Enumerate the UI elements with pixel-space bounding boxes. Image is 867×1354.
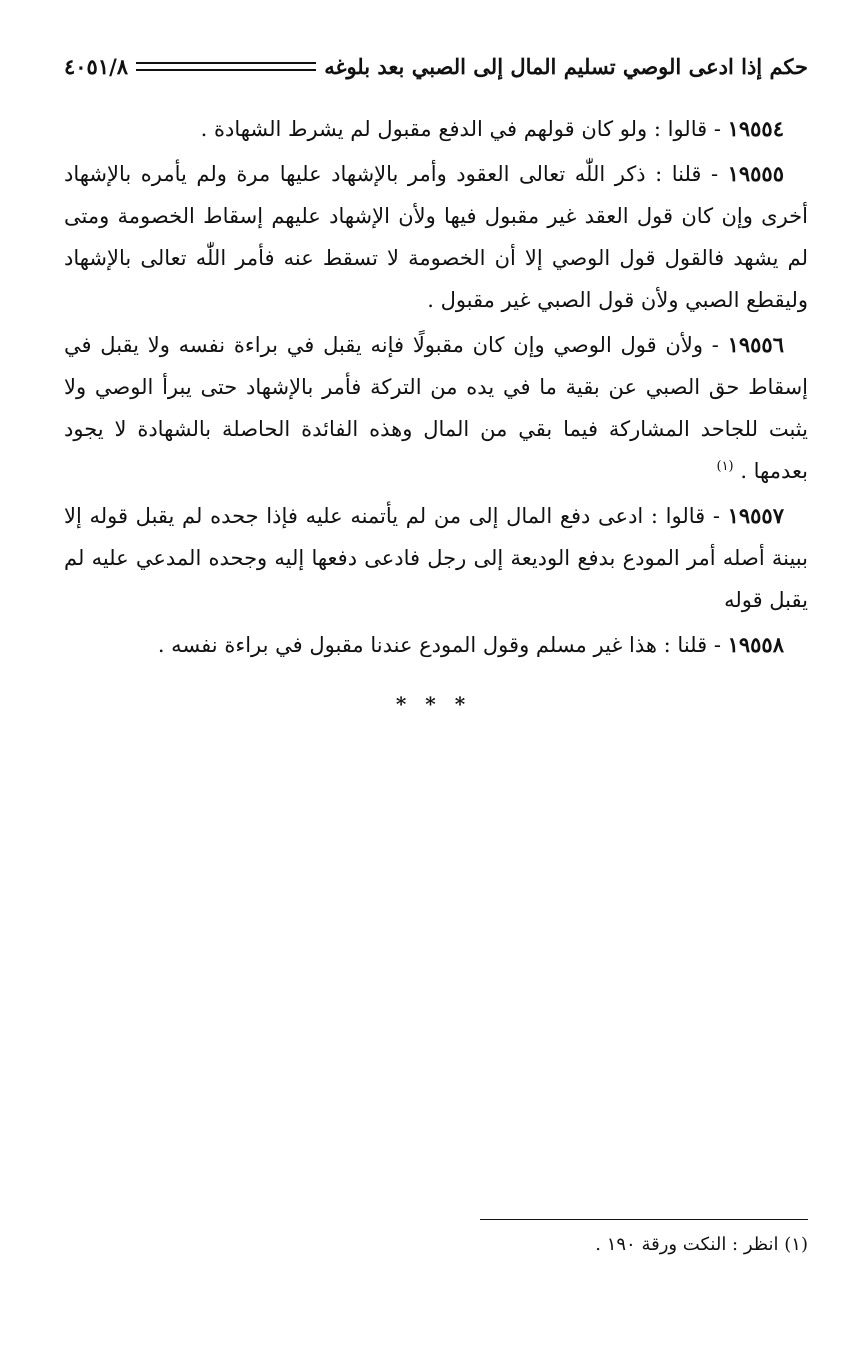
section-separator: * * * <box>395 692 472 716</box>
paragraph-number: ١٩٥٥٨ <box>727 632 784 657</box>
paragraph-text: - قالوا : ولو كان قولهم في الدفع مقبول لم يشرط الشهادة . <box>200 117 728 141</box>
main-text <box>64 108 808 669</box>
footnote: (١) انظر : النكت ورقة ١٩٠ . <box>595 1234 808 1255</box>
paragraph-19558 <box>64 624 808 666</box>
paragraph-19556 <box>64 324 808 492</box>
paragraph-number: ١٩٥٥٧ <box>727 503 784 528</box>
footnote-reference[interactable]: (١) <box>716 459 734 474</box>
header-double-rule <box>136 62 316 71</box>
paragraph-number: ١٩٥٥٥ <box>727 161 784 186</box>
paragraph-text: - قلنا : ذكر اللّٰه تعالى العقود وأمر بالإشهاد عليها مرة ولم يأمره بالإشهاد أخرى وإن كان قول العقد غير مقبول فيها ولأن الإشهاد عليهم إسقاط الخصومة ومتى لم يشهد فالقول قول الوصي إلا أن الخصومة لا تسقط عنه فأمر اللّٰه تعالى بالإشهاد وليقطع الصبي ولأن قول الصبي غير مقبول . <box>64 162 808 312</box>
paragraph-number: ١٩٥٥٦ <box>727 332 784 357</box>
paragraph-number: ١٩٥٥٤ <box>727 116 784 141</box>
footnote-divider <box>480 1219 808 1220</box>
paragraph-text: - ولأن قول الوصي وإن كان مقبولًا فإنه يقبل في براءة نفسه ولا يقبل في إسقاط حق الصبي عن بقية ما في يده من التركة فأمر بالإشهاد حتى يبرأ الوصي ولا يثبت للجاحد المشاركة فيما بقي من المال وهذه الفائدة الحاصلة بالشهادة لا يجود بعدمها . <box>64 333 808 483</box>
paragraph-19557 <box>64 495 808 621</box>
page-header <box>64 48 808 84</box>
running-title: حكم إذا ادعى الوصي تسليم المال إلى الصبي بعد بلوغه <box>324 53 808 79</box>
paragraph-text: - قالوا : ادعى دفع المال إلى من لم يأتمنه عليه فإذا جحده لم يقبل قوله إلا ببينة أصله أمر المودع بدفع الوديعة إلى رجل فادعى دفعها إليه وجحده المدعي عليه لم يقبل قوله <box>64 504 808 612</box>
paragraph-19554 <box>64 108 808 150</box>
paragraph-19555 <box>64 153 808 321</box>
page-number: ٤٠٥١/٨ <box>64 53 129 79</box>
paragraph-text: - قلنا : هذا غير مسلم وقول المودع عندنا مقبول في براءة نفسه . <box>157 633 728 657</box>
